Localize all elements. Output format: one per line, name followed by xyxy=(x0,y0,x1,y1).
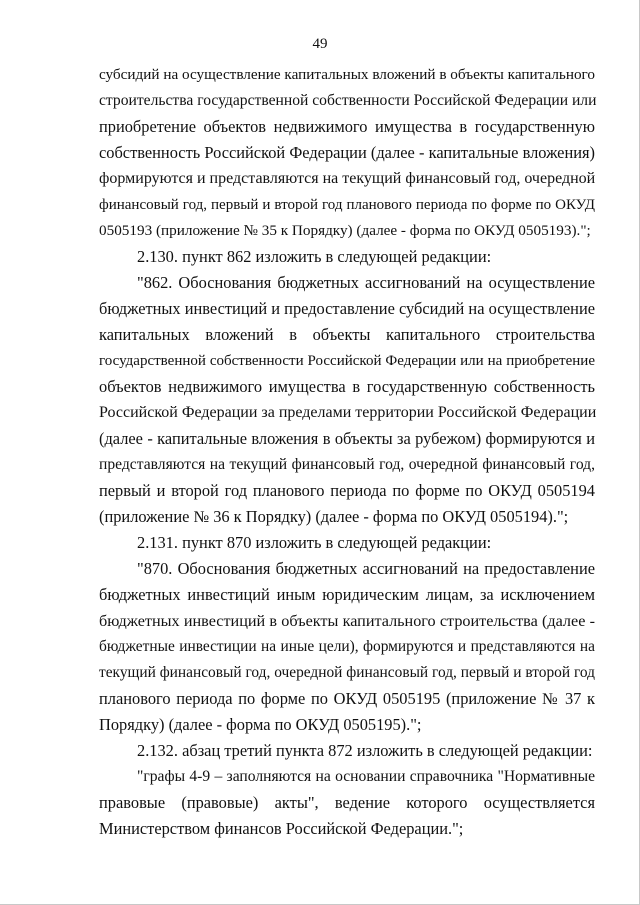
text-line: (далее - капитальные вложения в объекты за рубежом) формируются и xyxy=(99,429,595,448)
text-line: планового периода по форме по ОКУД 0505195 (приложение № 37 к xyxy=(99,689,595,708)
text-line: капитальных вложений в объекты капитального строительства xyxy=(99,325,595,344)
text-line: бюджетные инвестиции на иные цели), формируются и представляются на xyxy=(99,638,595,655)
text-line: приобретение объектов недвижимого имущества в государственную xyxy=(99,117,595,136)
text-line: государственной собственности Российской Федерации или на приобретение xyxy=(99,353,595,369)
section-heading: 2.132. абзац третий пункта 872 изложить в следующей редакции: xyxy=(137,741,593,760)
text-line: объектов недвижимого имущества в государственную собственность xyxy=(99,377,595,396)
text-line: бюджетных инвестиций в объекты капитального строительства (далее - xyxy=(99,612,595,630)
text-line: бюджетных инвестиций и предоставление субсидий на осуществление xyxy=(99,299,595,318)
text-line: "графы 4-9 – заполняются на основании справочника "Нормативные xyxy=(137,768,595,785)
section-heading: 2.131. пункт 870 изложить в следующей редакции: xyxy=(137,533,492,552)
text-line: Российской Федерации за пределами территории Российской Федерации xyxy=(99,404,597,421)
text-line: первый и второй год планового периода по форме по ОКУД 0505194 xyxy=(99,481,595,500)
text-line: Порядку) (далее - форма по ОКУД 0505195)."; xyxy=(99,715,422,734)
text-line: финансовый год, первый и второй год планового периода по форме по ОКУД xyxy=(99,197,595,213)
text-line: собственность Российской Федерации (далее - капитальные вложения) xyxy=(99,143,595,162)
text-line: представляются на текущий финансовый год, очередной финансовый год, xyxy=(99,456,595,473)
text-line: Министерством финансов Российской Федерации."; xyxy=(99,819,464,838)
text-line: "870. Обоснования бюджетных ассигнований на предоставление xyxy=(137,559,595,578)
text-line: "862. Обоснования бюджетных ассигнований на осуществление xyxy=(137,273,595,292)
text-line: (приложение № 36 к Порядку) (далее - форма по ОКУД 0505194)."; xyxy=(99,507,569,526)
text-line: бюджетных инвестиций иным юридическим лицам, за исключением xyxy=(99,585,595,604)
page-number: 49 xyxy=(312,36,328,52)
text-line: субсидий на осуществление капитальных вложений в объекты капитального xyxy=(99,66,595,83)
text-line: текущий финансовый год, очередной финансовый год, первый и второй год xyxy=(99,664,595,681)
section-heading: 2.130. пункт 862 изложить в следующей редакции: xyxy=(137,247,492,266)
text-line: правовые (правовые) акты", ведение которого осуществляется xyxy=(99,793,595,812)
text-line: формируются и представляются на текущий финансовый год, очередной xyxy=(99,170,596,187)
text-line: строительства государственной собственности Российской Федерации или xyxy=(99,92,597,109)
text-line: 0505193 (приложение № 35 к Порядку) (далее - форма по ОКУД 0505193)."; xyxy=(99,222,591,239)
